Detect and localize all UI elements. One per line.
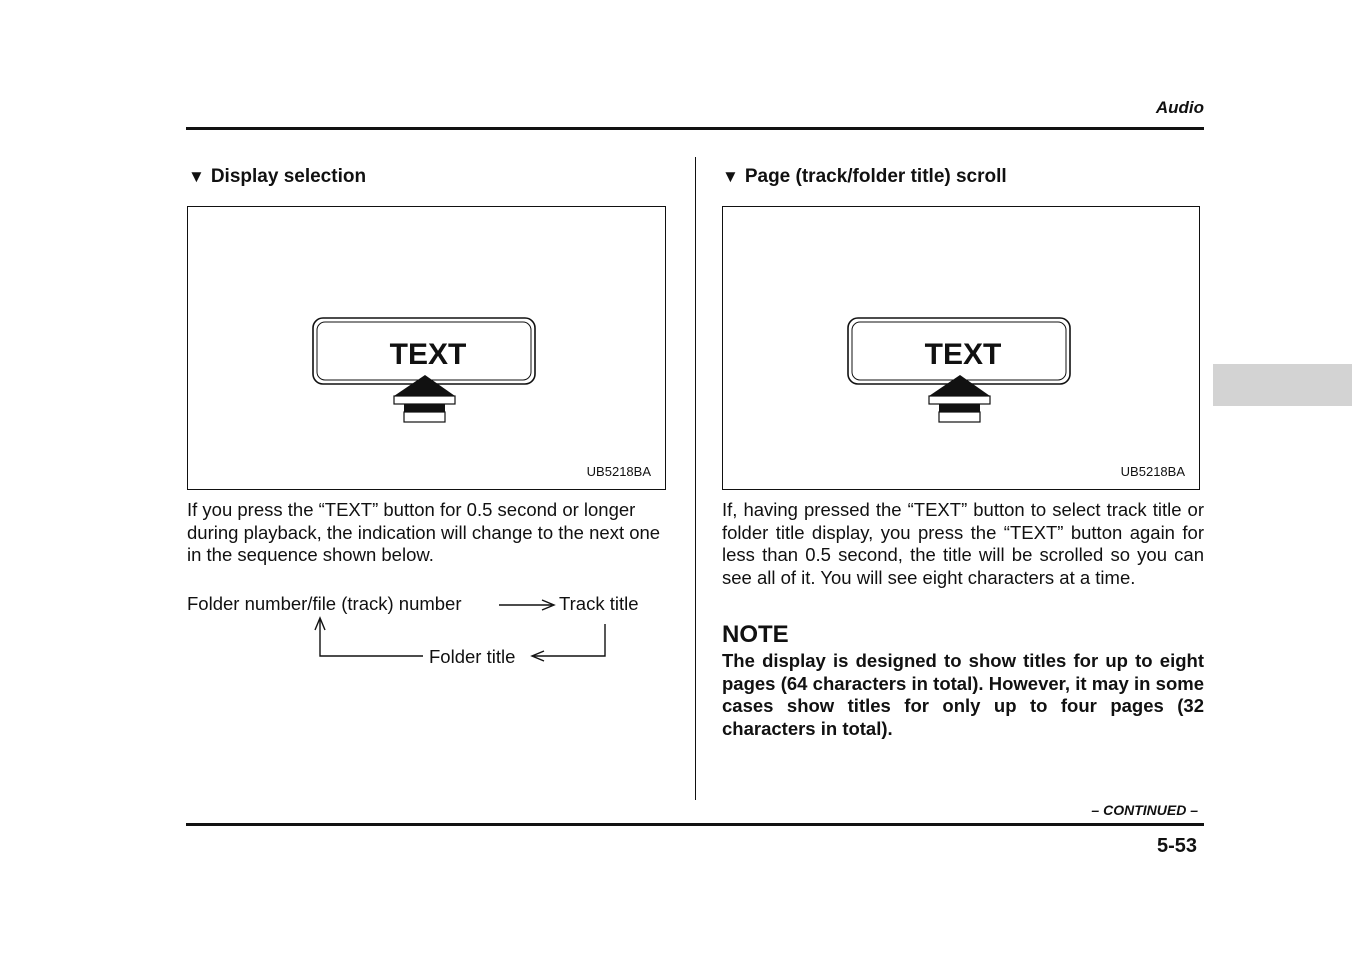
flow-folder-number: Folder number/file (track) number xyxy=(187,593,462,614)
footer-rule xyxy=(186,823,1204,826)
heading-page-scroll xyxy=(722,166,1007,188)
heading-text: Page (track/folder title) scroll xyxy=(744,166,1007,187)
column-divider xyxy=(695,157,696,800)
figure-code: UB5218BA xyxy=(586,464,651,479)
text-button-illustration xyxy=(188,207,665,489)
figure-code: UB5218BA xyxy=(1120,464,1185,479)
section-title: Audio xyxy=(1155,98,1204,117)
triangle-marker-icon: ▼ xyxy=(722,167,739,186)
heading-text: Display selection xyxy=(210,166,367,187)
header-rule xyxy=(186,127,1204,130)
display-sequence-diagram xyxy=(186,588,666,678)
text-button-figure xyxy=(187,206,666,490)
page-number: 5-53 xyxy=(1156,835,1197,857)
heading-display-selection xyxy=(188,166,366,188)
display-selection-paragraph: If you press the “TEXT” button for 0.5 second or longer during playback, the indication will change to the next one in the sequence shown below. xyxy=(187,499,661,566)
note-title: NOTE xyxy=(722,621,789,648)
chapter-tab xyxy=(1213,364,1352,406)
text-button-illustration xyxy=(723,207,1199,489)
continued-label: – CONTINUED – xyxy=(1091,802,1198,818)
flow-track-title: Track title xyxy=(559,593,639,614)
page-scroll-paragraph: If, having pressed the “TEXT” button to select track title or folder title display, you press the “TEXT” button again for less than 0.5 second, the title will be scrolled so you can see all of it. You will see eight characters at a time. xyxy=(722,499,1204,589)
flow-folder-title: Folder title xyxy=(429,646,516,667)
button-label: TEXT xyxy=(389,338,467,371)
text-button-figure xyxy=(722,206,1200,490)
note-body: The display is designed to show titles for up to eight pages (64 characters in total). However, it may in some cases show titles for only up to four pages (32 characters in total). xyxy=(722,650,1204,740)
triangle-marker-icon: ▼ xyxy=(188,167,205,186)
button-label: TEXT xyxy=(924,338,1002,371)
